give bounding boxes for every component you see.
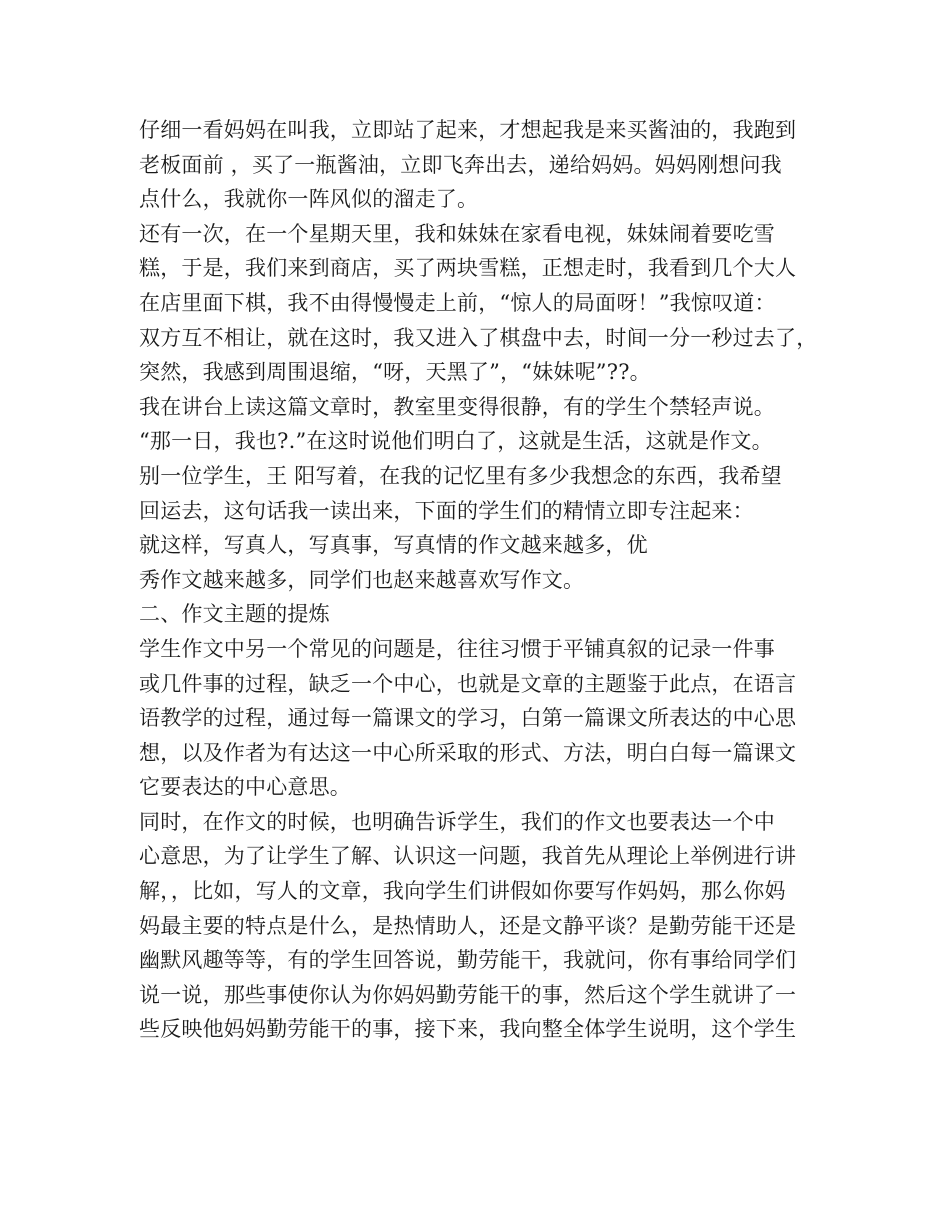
text-line: 同时，在作文的时候，也明确告诉学生，我们的作文也要表达一个中 — [139, 809, 775, 834]
text-line: 还有一次，在一个星期天里，我和妹妹在家看电视，妹妹闹着要吃雪 — [139, 221, 775, 246]
text-line: 它要表达的中心意思。 — [139, 775, 351, 800]
text-line: 语教学的过程，通过每一篇课文的学习，白第一篇课文所表达的中心思 — [139, 706, 797, 731]
text-line: 学生作文中另一个常见的问题是，往往习惯于平铺真叙的记录一件事 — [139, 636, 775, 661]
text-line: 想，以及作者为有达这一中心所采取的形式、方法，明白白每一篇课文 — [139, 740, 797, 765]
text-line: 突然，我感到周围退缩，“呀，天黑了”，“妹妹呢”??。 — [139, 360, 651, 385]
text-line: 我在讲台上读这篇文章时，教室里变得很静，有的学生个禁轻声说。 — [139, 394, 775, 419]
text-line: 在店里面下棋，我不由得慢慢走上前，“惊人的局面呀！”我惊叹道： — [139, 290, 776, 315]
text-line: 幽默风趣等等，有的学生回答说，勤劳能干，我就问，你有事给同学们 — [139, 948, 797, 973]
text-line: 解，，比如，写人的文章，我向学生们讲假如你要写作妈妈，那么你妈 — [139, 879, 786, 904]
body-text — [139, 113, 829, 1047]
text-line: 仔细一看妈妈在叫我，立即站了起来，才想起我是来买酱油的，我跑到 — [139, 118, 797, 142]
text-line: 老板面前 ，买了一瓶酱油，立即飞奔出去，递给妈妈。妈妈刚想问我 — [139, 152, 782, 177]
text-line: 就这样，写真人，写真事，写真情的作文越来越多，优 — [139, 533, 648, 558]
text-line: 点什么，我就你一阵风似的溜走了。 — [139, 187, 479, 212]
text-line: 说一说，那些事使你认为你妈妈勤劳能干的事，然后这个学生就讲了一 — [139, 982, 797, 1007]
section-heading: 二、作文主题的提炼 — [139, 602, 330, 627]
text-line: 心意思，为了让学生了解、认识这一问题，我首先从理论上举例进行讲 — [139, 844, 797, 869]
text-line: 或几件事的过程，缺乏一个中心，也就是文章的主题鉴于此点，在语言 — [139, 671, 797, 696]
text-line: 糕，于是，我们来到商店，买了两块雪糕，正想走时，我看到几个大人 — [139, 256, 797, 281]
text-line: “那一日，我也?.”在这时说他们明白了，这就是生活，这就是作文。 — [139, 429, 773, 454]
text-line: 双方互不相让，就在这时，我又进入了棋盘中去，时间一分一秒过去了， — [139, 325, 818, 350]
text-line: 妈最主要的特点是什么，是热情助人，还是文静平谈？是勤劳能干还是 — [139, 913, 797, 938]
text-line: 些反映他妈妈勤劳能干的事，接下来，我向整全体学生说明，这个学生 — [139, 1017, 797, 1042]
text-line: 别一位学生，王 阳写着，在我的记忆里有多少我想念的东西，我希望 — [139, 463, 782, 488]
text-line: 回运去，这句话我一读出来，下面的学生们的精情立即专注起来： — [139, 498, 754, 523]
text-line: 秀作文越来越多，同学们也赵来越喜欢写作文。 — [139, 567, 585, 592]
